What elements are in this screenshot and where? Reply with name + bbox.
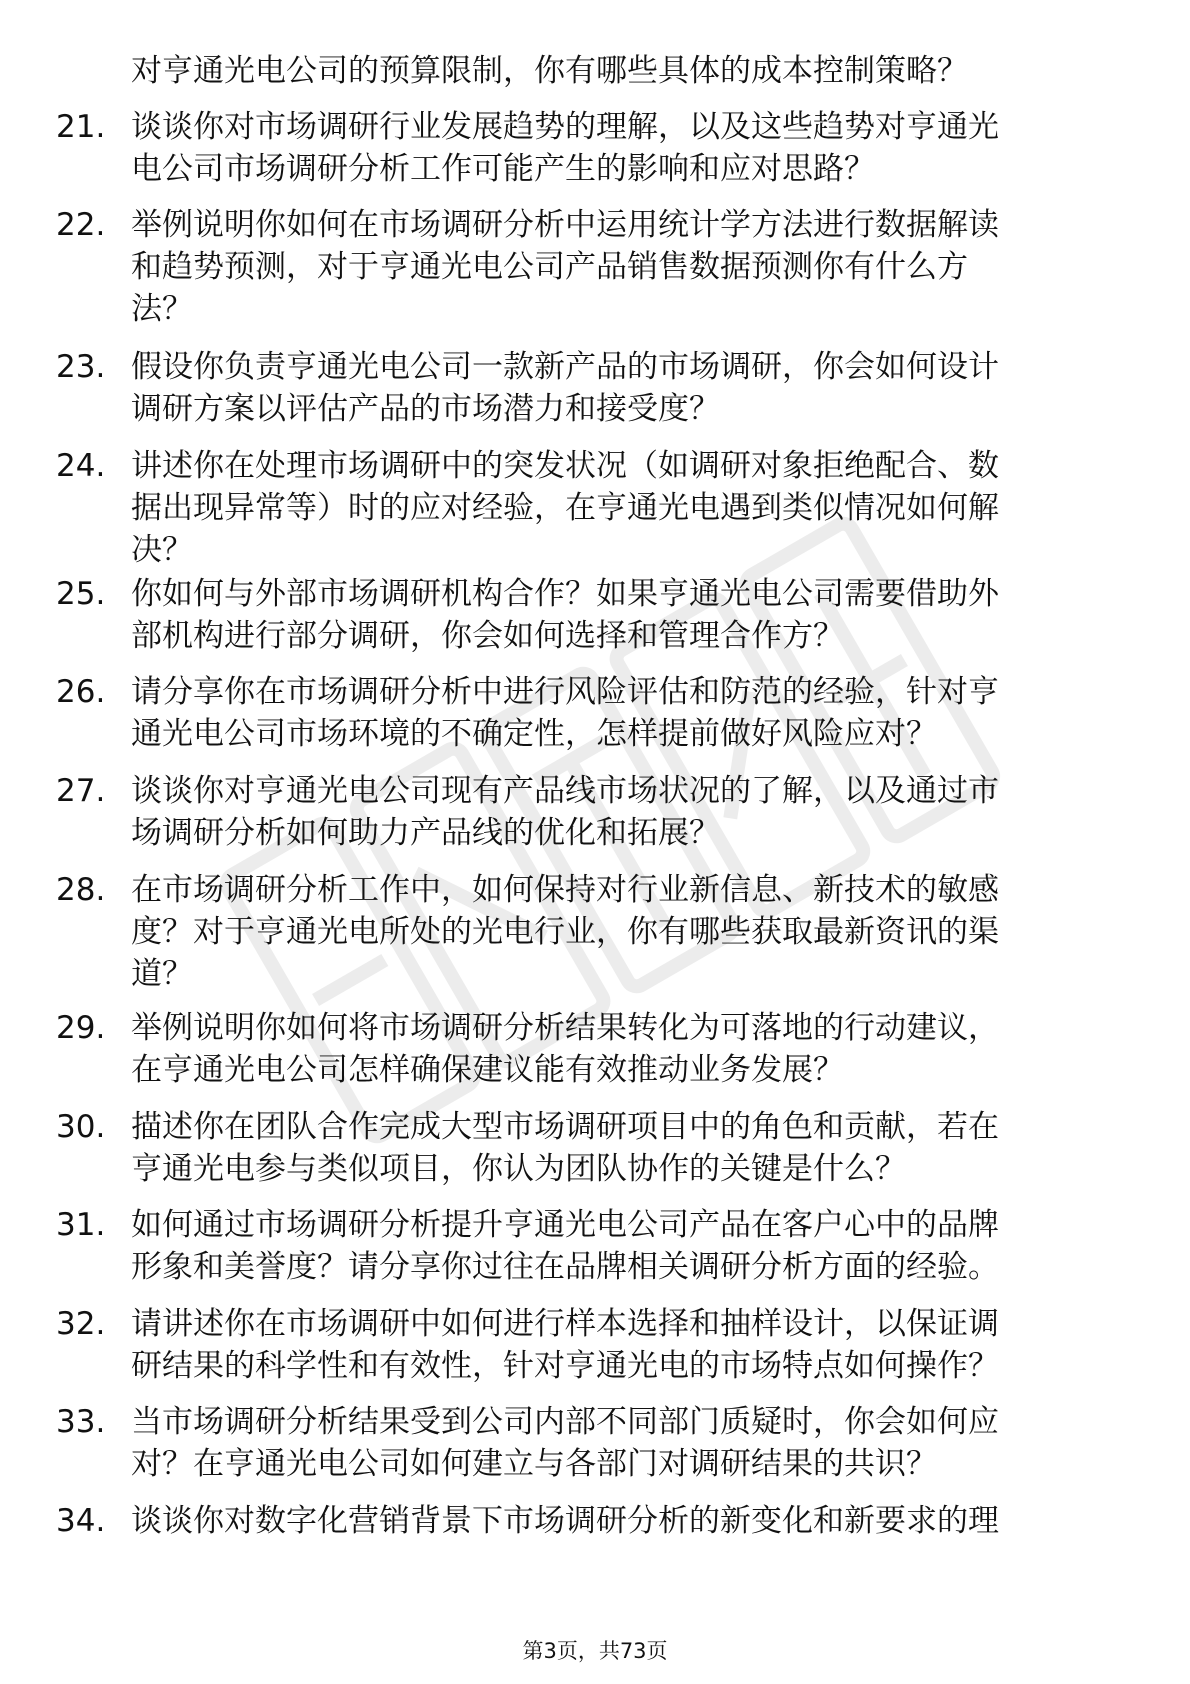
question-text-line: 当市场调研分析结果受到公司内部不同部门质疑时，你会如何应 [131,1404,999,1440]
question-item [0,671,1190,755]
question-text [131,1204,999,1288]
question-text [131,770,999,854]
question-text-line: 在亨通光电公司怎样确保建议能有效推动业务发展？ [131,1052,844,1088]
page-footer: 第3页，共73页 [522,1639,668,1663]
question-number: 25. [56,576,106,612]
question-text-line: 对？在亨通光电公司如何建立与各部门对调研结果的共识？ [131,1446,937,1482]
question-text-line: 和趋势预测，对于亨通光电公司产品销售数据预测你有什么方 [131,249,968,285]
question-number: 22. [56,207,106,243]
question-item [0,1303,1190,1387]
question-text [131,869,999,995]
question-text [131,1106,999,1190]
question-text-line: 通光电公司市场环境的不确定性，怎样提前做好风险应对？ [131,716,937,752]
question-item [0,346,1190,430]
question-text [131,1500,999,1542]
question-item [0,204,1190,330]
question-text-line: 假设你负责亨通光电公司一款新产品的市场调研，你会如何设计 [131,349,999,385]
question-text-line: 如何通过市场调研分析提升亨通光电公司产品在客户心中的品牌 [131,1207,999,1243]
question-number: 23. [56,349,106,385]
question-text-line: 场调研分析如何助力产品线的优化和拓展？ [131,815,720,851]
question-text-line: 谈谈你对市场调研行业发展趋势的理解，以及这些趋势对亨通光 [131,109,999,145]
question-text-line: 决？ [131,532,193,568]
question-number: 27. [56,773,106,809]
question-text-line: 举例说明你如何在市场调研分析中运用统计学方法进行数据解读 [131,207,999,243]
question-text-line: 请讲述你在市场调研中如何进行样本选择和抽样设计，以保证调 [131,1306,999,1342]
question-text [131,1303,999,1387]
question-number: 30. [56,1109,106,1145]
question-text-line: 亨通光电参与类似项目，你认为团队协作的关键是什么？ [131,1151,906,1187]
question-item [0,1204,1190,1288]
question-number: 24. [56,448,106,484]
question-number: 33. [56,1404,106,1440]
question-text-line: 电公司市场调研分析工作可能产生的影响和应对思路？ [131,151,875,187]
question-text-line: 你如何与外部市场调研机构合作？如果亨通光电公司需要借助外 [131,576,999,612]
question-text [131,1007,999,1091]
question-item [0,869,1190,995]
question-item [0,1106,1190,1190]
question-text [131,573,999,657]
question-text-line: 调研方案以评估产品的市场潜力和接受度？ [131,391,720,427]
question-item [0,573,1190,657]
question-item [0,1401,1190,1485]
question-number: 34. [56,1503,106,1539]
question-number: 28. [56,872,106,908]
question-item [0,770,1190,854]
question-text-line: 道？ [131,956,193,992]
question-text [131,1401,999,1485]
question-text [131,671,999,755]
continuation-text: 对亨通光电公司的预算限制，你有哪些具体的成本控制策略？ [131,53,968,89]
question-item [0,1007,1190,1091]
question-number: 29. [56,1010,106,1046]
question-number: 21. [56,109,106,145]
question-item [0,106,1190,190]
question-text-line: 在市场调研分析工作中，如何保持对行业新信息、新技术的敏感 [131,872,999,908]
question-text-line: 形象和美誉度？请分享你过往在品牌相关调研分析方面的经验。 [131,1249,999,1285]
question-text [131,106,999,190]
question-text-line: 谈谈你对亨通光电公司现有产品线市场状况的了解，以及通过市 [131,773,999,809]
question-text-line: 描述你在团队合作完成大型市场调研项目中的角色和贡献，若在 [131,1109,999,1145]
question-number: 31. [56,1207,106,1243]
question-text [131,346,999,430]
question-number: 32. [56,1306,106,1342]
question-text-line: 部机构进行部分调研，你会如何选择和管理合作方？ [131,618,844,654]
question-text-line: 谈谈你对数字化营销背景下市场调研分析的新变化和新要求的理 [131,1503,999,1539]
question-text-line: 度？对于亨通光电所处的光电行业，你有哪些获取最新资讯的渠 [131,914,999,950]
question-text [131,204,999,330]
question-text-line: 举例说明你如何将市场调研分析结果转化为可落地的行动建议， [131,1010,999,1046]
question-number: 26. [56,674,106,710]
question-text-line: 据出现异常等）时的应对经验，在亨通光电遇到类似情况如何解 [131,490,999,526]
question-item [0,445,1190,571]
question-text-line: 请分享你在市场调研分析中进行风险评估和防范的经验，针对亨 [131,674,999,710]
question-item [0,1500,1190,1542]
question-text [131,445,999,571]
question-text-line: 法？ [131,291,193,327]
question-text-line: 研结果的科学性和有效性，针对亨通光电的市场特点如何操作？ [131,1348,999,1384]
question-text-line: 讲述你在处理市场调研中的突发状况（如调研对象拒绝配合、数 [131,448,999,484]
